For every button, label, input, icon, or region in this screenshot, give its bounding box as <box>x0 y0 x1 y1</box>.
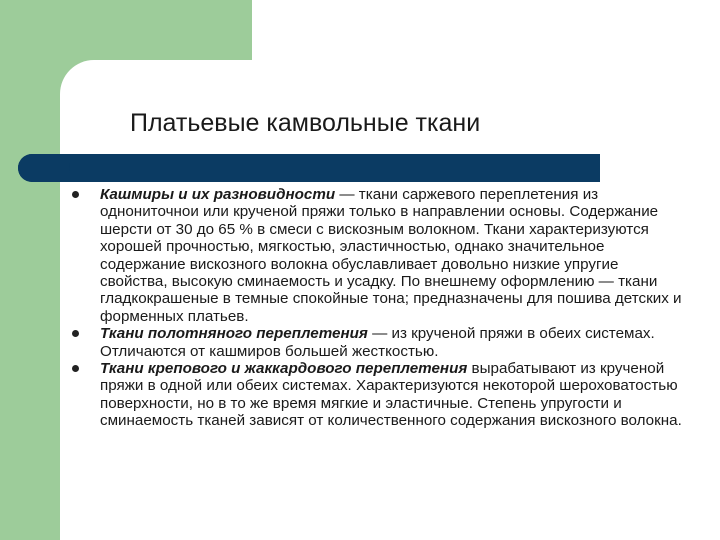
slide-title: Платьевые камвольные ткани <box>130 109 481 137</box>
bullet-dot-icon <box>72 365 79 372</box>
bullet-list <box>70 186 690 430</box>
bullet-item-cashmere <box>70 186 690 325</box>
title-bar-rounded-cap <box>18 154 70 182</box>
bullet-lead: Ткани крепового и жаккардового переплетения <box>100 360 468 378</box>
bullet-item-crepe-jacquard <box>70 360 690 430</box>
title-underline-bar <box>18 154 600 182</box>
bullet-text: — ткани саржевого переплетения из однониточнои или крученой пряжи только в направлении основы. Содержание шерсти от 30 до 65 % в смеси с вискозным волокном. Ткани характеризуются хорошей прочностью, мягкостью, эластичностью, однако значительное содержание вискозного волокна обуславливает довольно низкие упругие свойства, высокую сминаемость и усадку. По внешнему оформлению — ткани гладкокрашеные в темные спокойные тона; предназначены для пошива детских и форменных платьев. <box>100 186 682 325</box>
bullet-item-plain-weave <box>70 325 690 360</box>
bullet-lead: Кашмиры и их разновидности <box>100 186 336 203</box>
bullet-text: вырабатывают из крученой пряжи в одной или обеих системах. Характеризуются некоторой шероховатостью поверхности, но в то же время мягкие и эластичные. Степень упругости и сминаемость тканей зависят от количественного содержания вискозного волокна. <box>100 360 682 430</box>
bullet-dot-icon <box>72 191 79 198</box>
bullet-dot-icon <box>72 330 79 337</box>
bullet-text: — из крученой пряжи в обеих системах. Отличаются от кашмиров большей жесткостью. <box>100 325 655 360</box>
bullet-lead: Ткани полотняного переплетения <box>100 325 368 343</box>
